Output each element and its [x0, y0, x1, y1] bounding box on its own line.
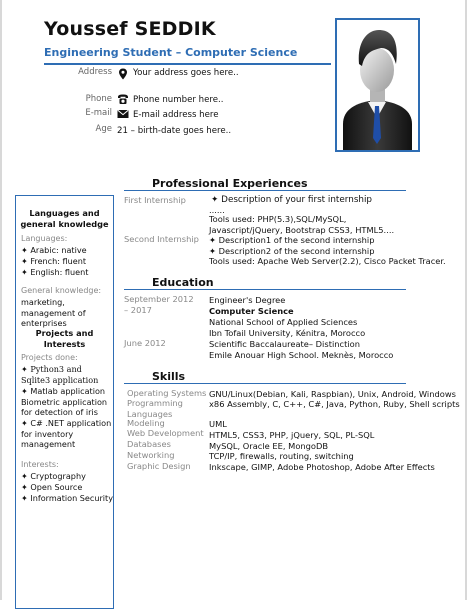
profile-photo-frame [335, 18, 420, 152]
project-item: ✦ Matlab application Biometric application for detection of iris [21, 386, 108, 417]
interest-item: ✦ Cryptography [21, 471, 86, 481]
project-item: ✦ C# .NET application for inventory management [21, 418, 112, 449]
education-university: Ibn Tofail University, Kénitra, Morocco [209, 328, 366, 338]
skill-label: Networking [127, 450, 175, 460]
skills-divider [124, 383, 406, 384]
address-label: Address [78, 67, 112, 77]
second-internship-tools: Tools used: Apache Web Server(2.2), Cisco Packet Tracer. [209, 256, 446, 266]
languages-label: Languages: [21, 234, 68, 243]
skill-label: Operating Systems [127, 388, 207, 398]
first-internship-description: ✦ Description of your first internship [211, 195, 373, 205]
candidate-subtitle: Engineering Student – Computer Science [44, 46, 298, 59]
first-internship-label: First Internship [124, 195, 186, 205]
first-internship-tools: Tools used: PHP(5.3),SQL/MySQL, Javascript/jQuery, Bootstrap CSS3, HTML5.... [209, 214, 395, 235]
language-item: ✦ Arabic: native [21, 245, 87, 255]
skill-value: x86 Assembly, C, C++, C#, Java, Python, Ruby, Shell scripts [209, 399, 460, 409]
education-section-title: Education [152, 276, 214, 289]
skill-value: Inkscape, GIMP, Adobe Photoshop, Adobe After Effects [209, 462, 435, 472]
languages-heading: Languages and general knowledge [20, 208, 109, 229]
page-edge-left [0, 0, 2, 600]
skill-label: Modeling [127, 418, 165, 428]
skill-label: Web Development [127, 428, 204, 438]
general-knowledge-label: General knowledge: [21, 286, 102, 295]
sidebar-panel [15, 195, 114, 609]
avatar [337, 20, 418, 150]
phone-icon [117, 93, 129, 105]
education-school: Emile Anouar High School. Meknès, Morocco [209, 350, 394, 360]
experience-section-title: Professional Experiences [152, 177, 308, 190]
skill-value: TCP/IP, firewalls, routing, switching [209, 451, 354, 461]
education-dates: June 2012 [124, 338, 166, 348]
email-label: E-mail [85, 108, 112, 118]
project-item: ✦ Python3 and Sqlite3 application [21, 364, 99, 385]
interest-item: ✦ Open Source [21, 482, 83, 492]
language-item: ✦ English: fluent [21, 267, 89, 277]
general-knowledge-value: marketing, management of enterprises [21, 297, 86, 328]
header-divider [44, 63, 331, 65]
skill-value: GNU/Linux(Debian, Kali, Raspbian), Unix, Android, Windows [209, 389, 456, 399]
skill-label: Databases [127, 439, 171, 449]
second-internship-label: Second Internship [124, 234, 199, 244]
experience-divider [124, 190, 406, 191]
age-label: Age [95, 124, 112, 134]
projects-label: Projects done: [21, 353, 78, 362]
age-value: 21 – birth-date goes here.. [117, 126, 232, 136]
interests-label: Interests: [21, 460, 59, 469]
envelope-icon [117, 108, 129, 120]
education-field: Computer Science [209, 306, 294, 316]
second-internship-description-1: ✦ Description1 of the second internship [209, 235, 375, 245]
education-dates: September 2012 – 2017 [124, 294, 194, 315]
education-divider [124, 289, 406, 290]
first-internship-dots: ...... [209, 205, 225, 215]
skills-section-title: Skills [152, 370, 186, 383]
candidate-name: Youssef SEDDIK [44, 18, 216, 40]
email-value: E-mail address here [133, 110, 219, 120]
skill-value: HTML5, CSS3, PHP, jQuery, SQL, PL-SQL [209, 430, 375, 440]
language-item: ✦ French: fluent [21, 256, 87, 266]
interest-item: ✦ Information Security [21, 493, 114, 503]
skill-label: Programming Languages [127, 398, 183, 419]
location-pin-icon [117, 68, 129, 80]
skill-value: UML [209, 419, 227, 429]
skill-label: Graphic Design [127, 461, 191, 471]
second-internship-description-2: ✦ Description2 of the second internship [209, 246, 375, 256]
phone-label: Phone [85, 94, 112, 104]
education-school: National School of Applied Sciences [209, 317, 358, 327]
projects-heading: Projects and Interests [35, 328, 94, 349]
education-degree: Engineer's Degree [209, 295, 286, 305]
phone-value: Phone number here.. [133, 95, 224, 105]
education-degree: Scientific Baccalaureate– Distinction [209, 339, 360, 349]
address-value: Your address goes here.. [133, 68, 239, 78]
skill-value: MySQL, Oracle EE, MongoDB [209, 441, 329, 451]
